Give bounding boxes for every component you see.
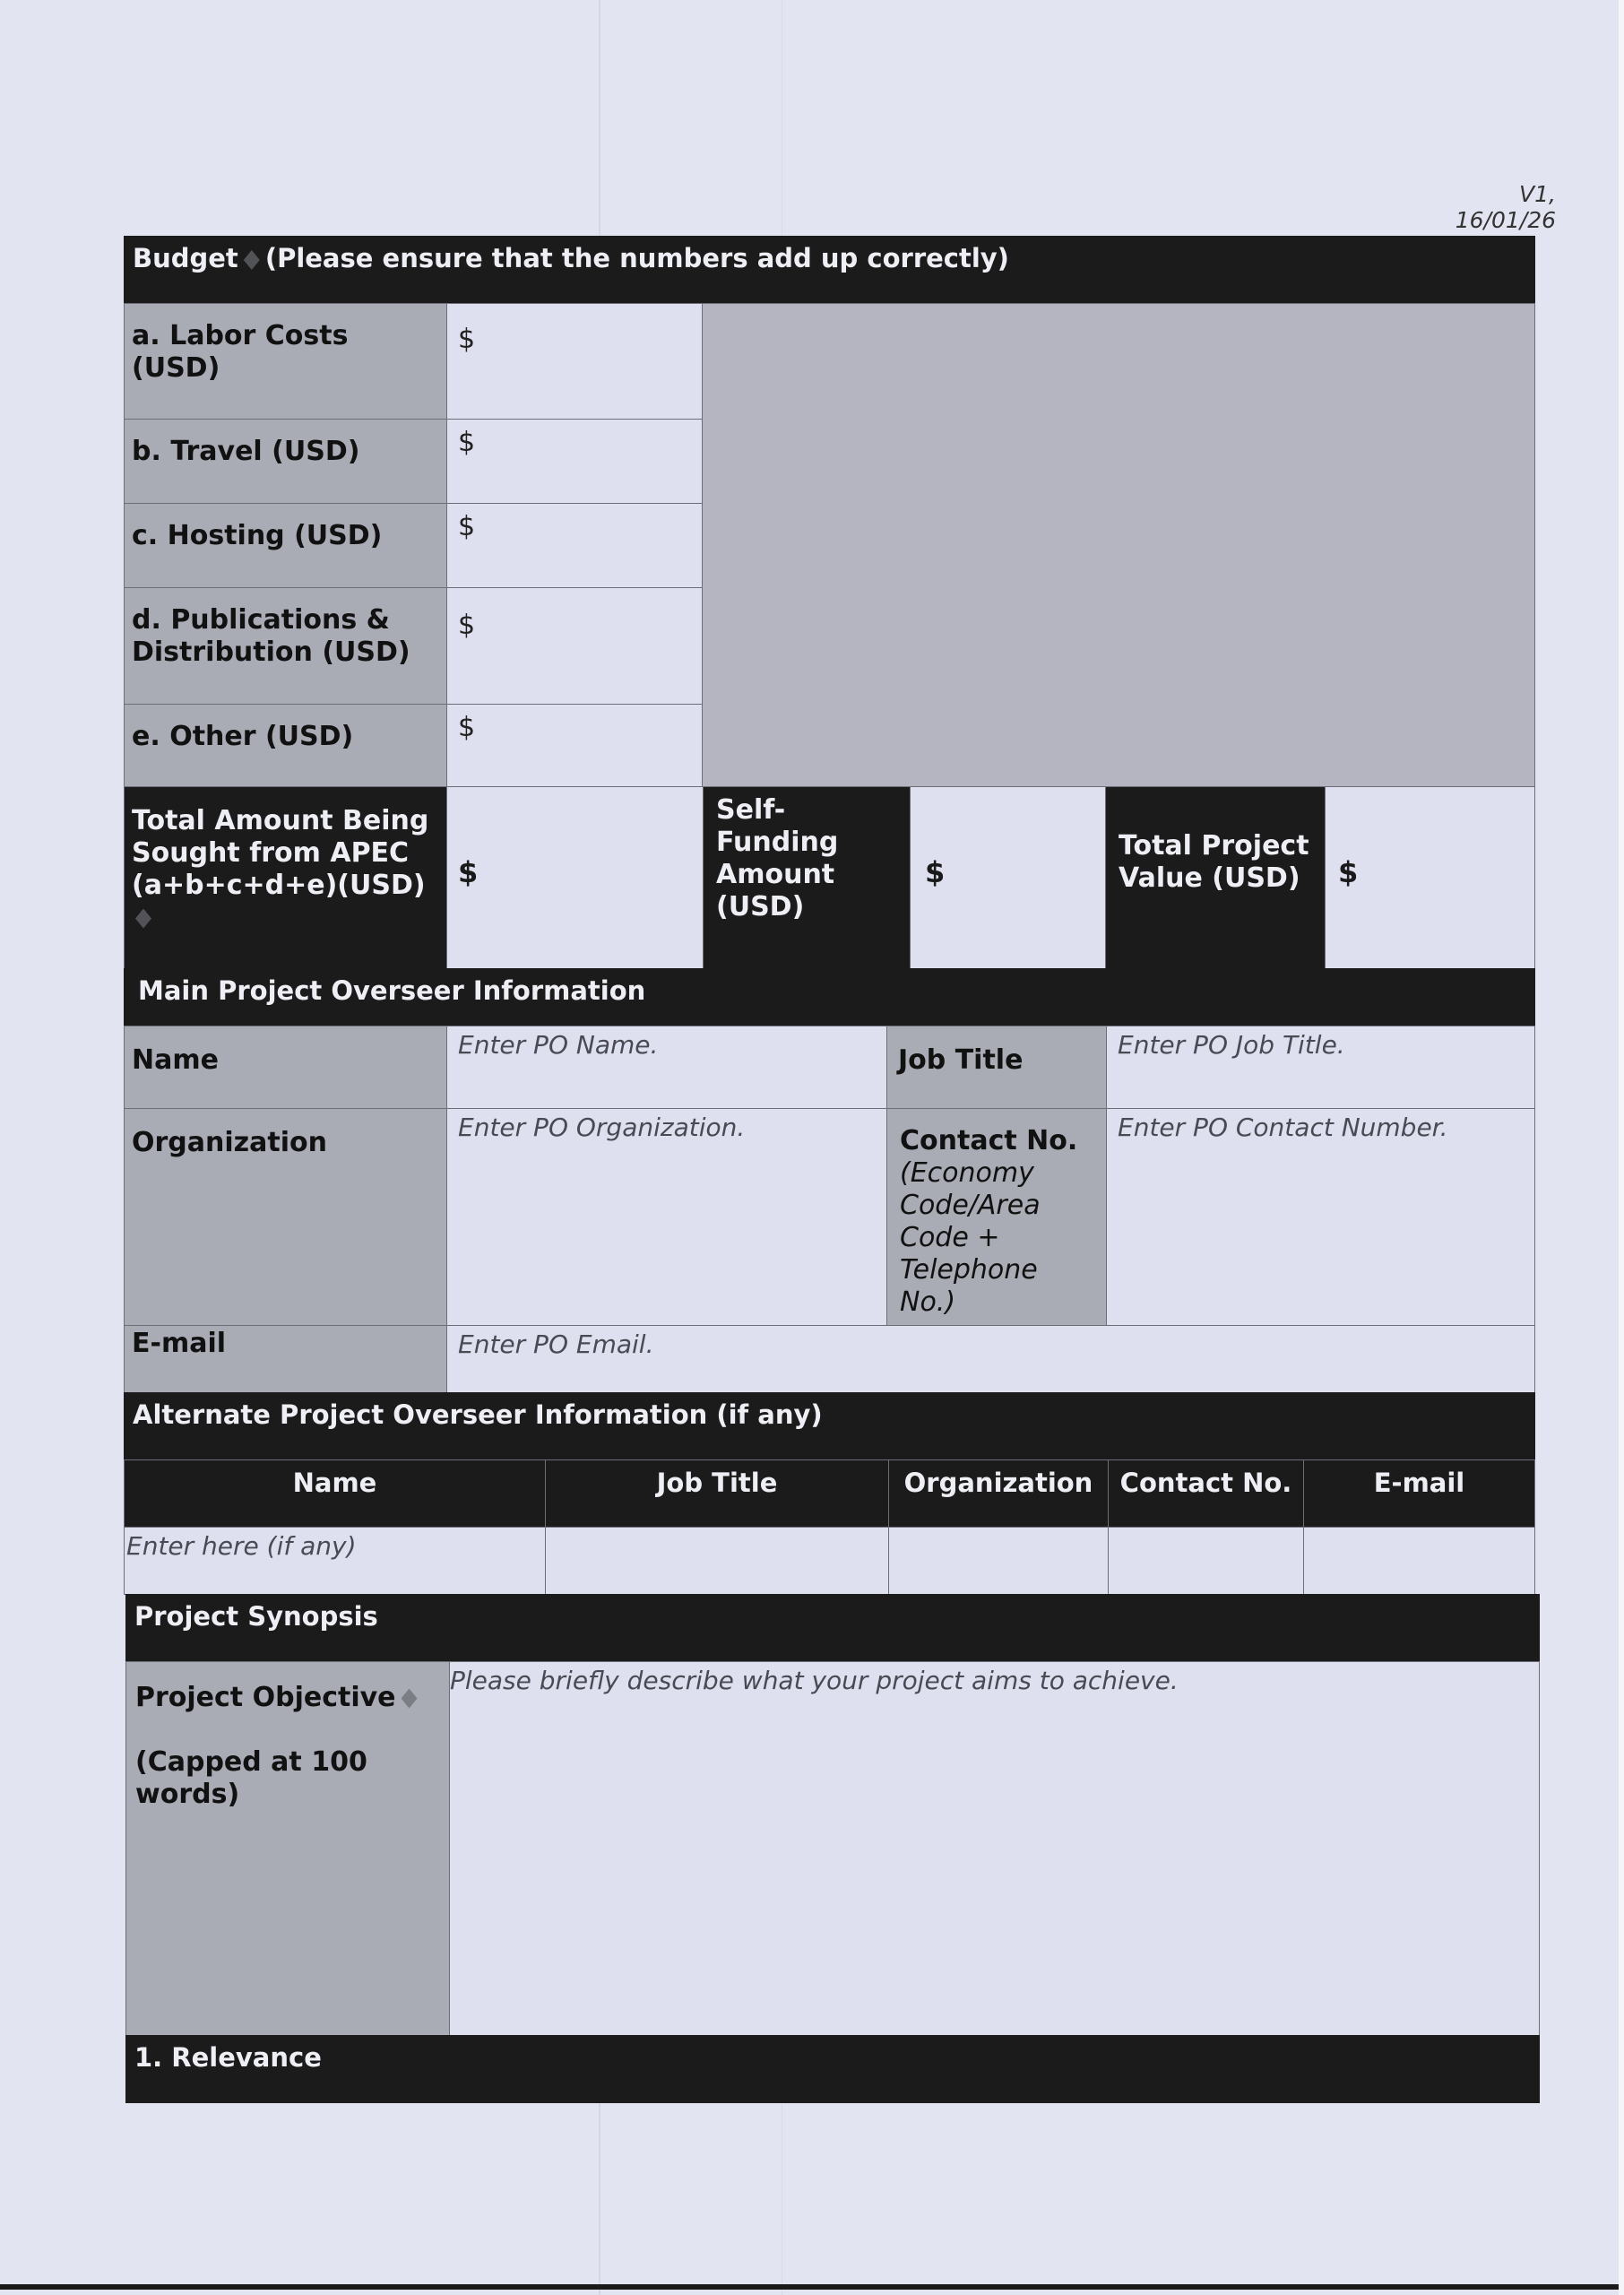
budget-input-other[interactable]: $	[446, 704, 703, 787]
alt-email-input[interactable]	[1303, 1527, 1535, 1595]
budget-filler-area	[702, 303, 1535, 787]
alt-column-contact: Contact No.	[1108, 1459, 1304, 1528]
budget-label-travel: b. Travel (USD)	[124, 419, 447, 504]
budget-input-publications[interactable]: $	[446, 587, 703, 705]
total-sought-label: Total Amount Being Sought from APEC (a+b+c+d+e)(USD)	[124, 786, 447, 969]
project-objective-label: Project Objective (Capped at 100 words)	[125, 1661, 450, 2036]
total-project-input[interactable]: $	[1325, 786, 1535, 969]
alt-contact-input[interactable]	[1108, 1527, 1304, 1595]
self-funding-input[interactable]: $	[910, 786, 1106, 969]
budget-input-travel[interactable]: $	[446, 419, 703, 504]
po-name-label: Name	[124, 1026, 447, 1109]
po-name-input[interactable]: Enter PO Name.	[446, 1026, 887, 1109]
alt-organization-input[interactable]	[888, 1527, 1109, 1595]
paper-edge	[0, 2284, 1619, 2290]
po-email-input[interactable]: Enter PO Email.	[446, 1325, 1535, 1393]
budget-label-publications: d. Publications & Distribution (USD)	[124, 587, 447, 705]
relevance-header: 1. Relevance	[125, 2035, 1540, 2103]
budget-label-other: e. Other (USD)	[124, 704, 447, 787]
diamond-help-icon[interactable]	[244, 250, 260, 270]
version-stamp: V1, 16/01/26	[1455, 181, 1556, 233]
po-contact-input[interactable]: Enter PO Contact Number.	[1106, 1108, 1535, 1326]
main-overseer-header: Main Project Overseer Information	[124, 968, 1535, 1026]
po-job-title-label: Job Title	[886, 1026, 1107, 1109]
budget-note: (Please ensure that the numbers add up correctly)	[264, 243, 1009, 273]
total-sought-input[interactable]: $	[446, 786, 704, 969]
alternate-overseer-header: Alternate Project Overseer Information (if any)	[124, 1392, 1535, 1460]
project-objective-input[interactable]: Please briefly describe what your project aims to achieve.	[449, 1661, 1540, 2036]
po-organization-label: Organization	[124, 1108, 447, 1326]
alt-job-title-input[interactable]	[545, 1527, 889, 1595]
diamond-help-icon[interactable]	[135, 909, 151, 929]
paper-edge	[1619, 0, 1624, 2295]
po-organization-input[interactable]: Enter PO Organization.	[446, 1108, 887, 1326]
po-job-title-input[interactable]: Enter PO Job Title.	[1106, 1026, 1535, 1109]
alt-column-email: E-mail	[1303, 1459, 1535, 1528]
total-project-label: Total Project Value (USD)	[1105, 786, 1326, 969]
budget-input-hosting[interactable]: $	[446, 503, 703, 588]
alt-name-input[interactable]: Enter here (if any)	[124, 1527, 546, 1595]
po-contact-label: Contact No. (Economy Code/Area Code + Telephone No.)	[886, 1108, 1107, 1326]
budget-label-labor: a. Labor Costs (USD)	[124, 303, 447, 420]
synopsis-header: Project Synopsis	[125, 1594, 1540, 1662]
budget-input-labor[interactable]: $	[446, 303, 703, 420]
alt-column-organization: Organization	[888, 1459, 1109, 1528]
self-funding-label: Self-Funding Amount (USD)	[703, 786, 911, 969]
budget-title: Budget	[133, 243, 238, 273]
alt-column-name: Name	[124, 1459, 546, 1528]
alt-column-job-title: Job Title	[545, 1459, 889, 1528]
po-email-label: E-mail	[124, 1325, 447, 1393]
project-objective-note: (Capped at 100 words)	[135, 1746, 367, 1810]
budget-section-header	[124, 236, 1535, 304]
po-contact-note: (Economy Code/Area Code + Telephone No.)	[900, 1157, 1041, 1318]
diamond-help-icon[interactable]	[402, 1689, 418, 1709]
budget-label-hosting: c. Hosting (USD)	[124, 503, 447, 588]
